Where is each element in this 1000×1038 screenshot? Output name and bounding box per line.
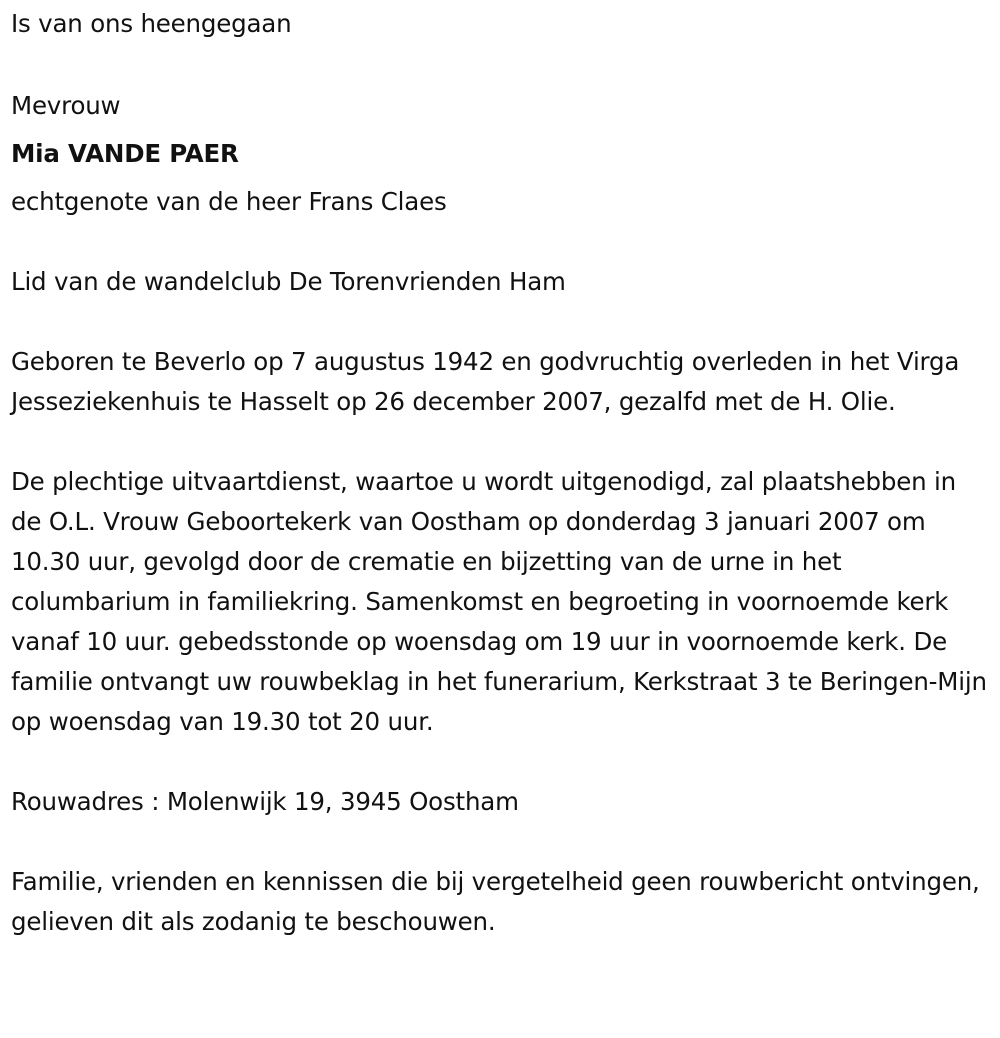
birth-death-paragraph: Geboren te Beverlo op 7 augustus 1942 en godvruchtig overleden in het Virga Jesseziekenhuis te Hasselt op 26 december 2007, gezalfd met de H. Olie. [11, 347, 960, 416]
mourning-address: Rouwadres : Molenwijk 19, 3945 Oostham [11, 787, 519, 816]
spouse-line: echtgenote van de heer Frans Claes [11, 187, 447, 216]
closing-paragraph: Familie, vrienden en kennissen die bij vergetelheid geen rouwbericht ontvingen, gelieven dit als zodanig te beschouwen. [11, 867, 980, 936]
membership-line: Lid van de wandelclub De Torenvrienden Ham [11, 267, 566, 296]
intro-line: Is van ons heengegaan [11, 9, 292, 38]
salutation: Mevrouw [11, 91, 121, 120]
funeral-paragraph: De plechtige uitvaartdienst, waartoe u wordt uitgenodigd, zal plaatshebben in de O.L. Vrouw Geboortekerk van Oostham op donderdag 3 januari 2007 om 10.30 uur, gevolgd door de crematie en bijzetting van de urne in het columbarium in familiekring. Samenkomst en begroeting in voornoemde kerk vanaf 10 uur. gebedsstonde op woensdag om 19 uur in voornoemde kerk. De familie ontvangt uw rouwbeklag in het funerarium, Kerkstraat 3 te Beringen-Mijn op woensdag van 19.30 tot 20 uur. [11, 467, 987, 736]
deceased-name: Mia VANDE PAER [11, 139, 239, 168]
death-notice [11, 4, 991, 942]
